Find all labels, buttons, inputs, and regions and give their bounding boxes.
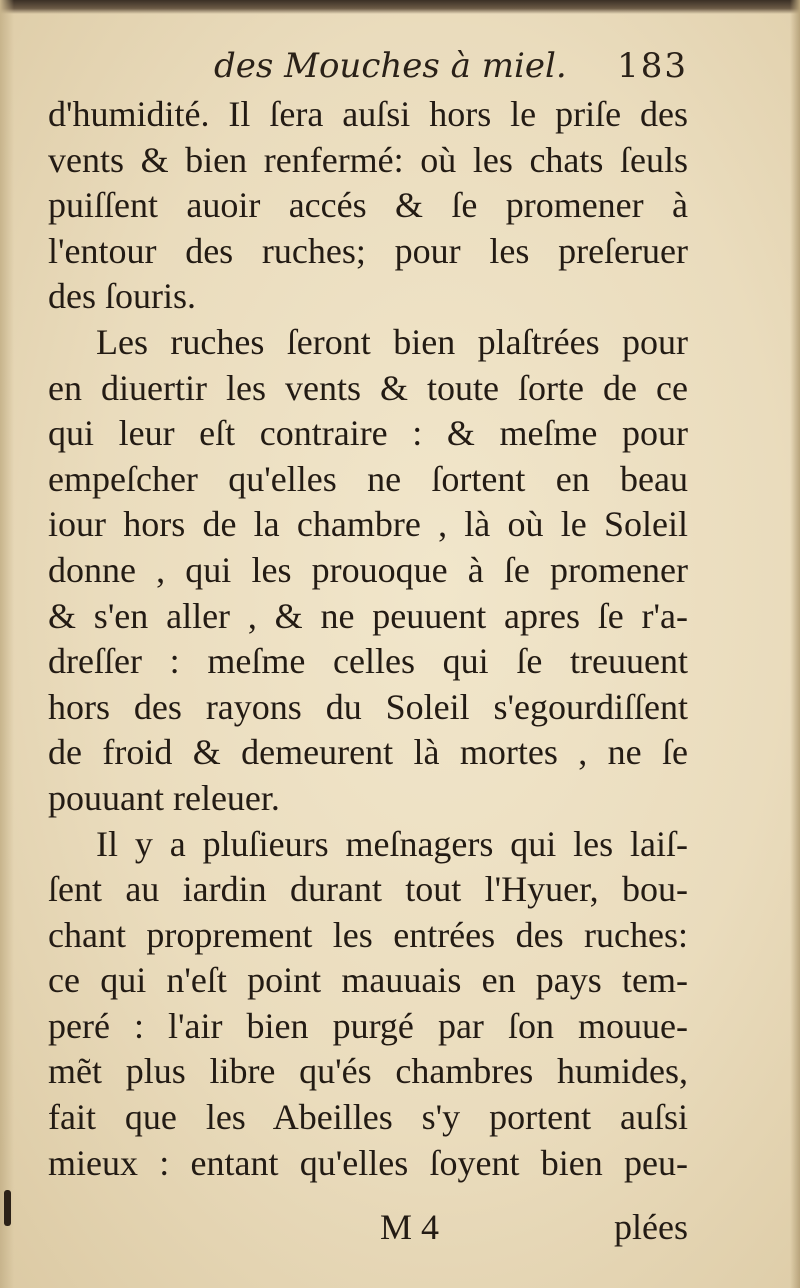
- text-line: fait que les Abeilles s'y portent auſsi: [48, 1097, 688, 1138]
- body-text: [48, 92, 688, 1186]
- text-line: puiſſent auoir accés & ſe promener à: [48, 185, 688, 226]
- text-line: en diuertir les vents & toute ſorte de ce: [48, 367, 688, 408]
- text-line: mẽt plus libre qu'és chambres humides,: [48, 1051, 688, 1092]
- paragraph-first-line: Il y a pluſieurs meſnagers qui les laiſ-: [96, 823, 688, 864]
- text-line: pouuant releuer.: [48, 777, 280, 818]
- text-line: & s'en aller , & ne peuuent apres ſe r'a-: [48, 595, 688, 636]
- page-header: [48, 40, 688, 100]
- text-line: de froid & demeurent là mortes , ne ſe: [48, 732, 688, 773]
- text-line: des ſouris.: [48, 276, 196, 317]
- text-line: l'entour des ruches; pour les preſeruer: [48, 230, 688, 271]
- text-line: donne , qui les prouoque à ſe promener: [48, 549, 688, 590]
- text-line: vents & bien renfermé: où les chats ſeuls: [48, 139, 688, 180]
- text-line: chant proprement les entrées des ruches:: [48, 914, 688, 955]
- catchword: plées: [614, 1207, 688, 1247]
- text-line: hors des rayons du Soleil s'egourdiſſent: [48, 686, 688, 727]
- text-line: peré : l'air bien purgé par ſon mouue-: [48, 1005, 688, 1046]
- page-left-edge: [0, 0, 14, 1288]
- text-line: empeſcher qu'elles ne ſortent en beau: [48, 458, 688, 499]
- text-line: qui leur eſt contraire : & meſme pour: [48, 413, 688, 454]
- text-line: mieux : entant qu'elles ſoyent bien peu-: [48, 1142, 688, 1183]
- page-top-edge: [0, 0, 800, 14]
- text-line: dreſſer : meſme celles qui ſe treuuent: [48, 641, 688, 682]
- text-line: ſent au iardin durant tout l'Hyuer, bou-: [48, 869, 688, 910]
- text-line: d'humidité. Il ſera auſsi hors le priſe des: [48, 94, 688, 134]
- running-title: des Mouches à miel.: [214, 46, 567, 86]
- page-number: 183: [617, 46, 688, 86]
- text-line: ce qui n'eſt point mauuais en pays tem-: [48, 960, 688, 1001]
- ink-blot: [4, 1190, 11, 1226]
- page-footer: [48, 1206, 688, 1256]
- signature-mark: M 4: [380, 1207, 440, 1247]
- text-line: iour hors de la chambre , là où le Soleil: [48, 504, 688, 545]
- page-right-edge: [790, 0, 800, 1288]
- paragraph-first-line: Les ruches ſeront bien plaſtrées pour: [96, 321, 688, 362]
